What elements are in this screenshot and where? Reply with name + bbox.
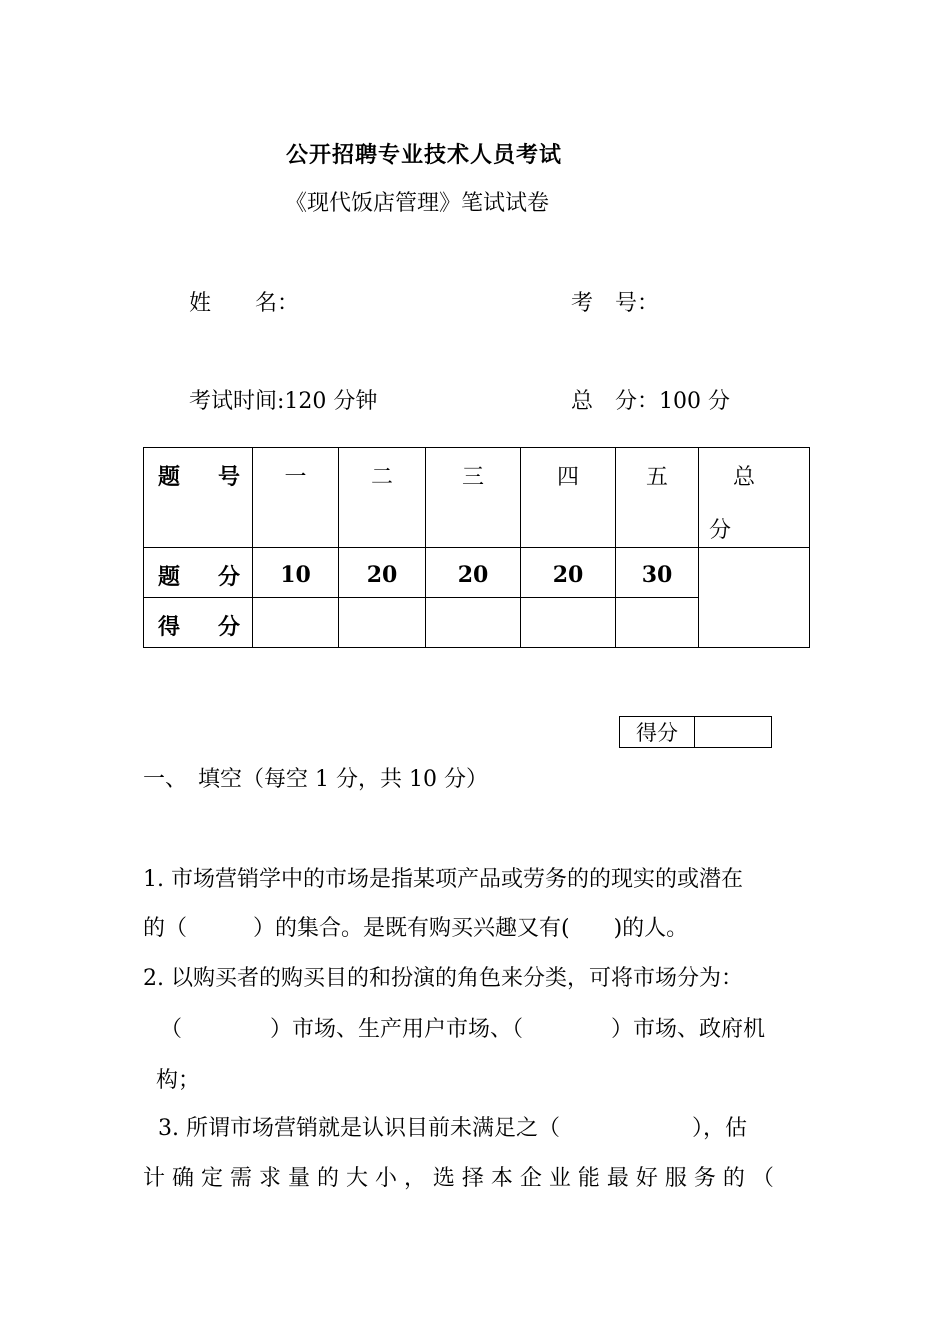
column-1-header: 一	[253, 448, 339, 548]
question-2-line-2: （ ）市场、生产用户市场、（ ）市场、政府机	[160, 1017, 766, 1042]
points-row-label	[144, 548, 253, 598]
header-row-label-char-2: 号	[217, 464, 240, 490]
earned-row-label-char-1: 得	[158, 614, 181, 640]
points-3: 20	[426, 548, 521, 598]
points-row-label-char-1: 题	[158, 564, 181, 590]
section-heading: 一、 填空（每空 1 分，共 10 分）	[143, 767, 488, 792]
column-4-header: 四	[521, 448, 616, 548]
question-3-line-1: 3. 所谓市场营销就是认识目前未满足之（ ），估	[158, 1116, 747, 1141]
question-2-line-3: 构；	[156, 1068, 201, 1093]
earned-row-label	[144, 598, 253, 648]
section-score-box	[619, 716, 772, 748]
total-score-label: 总 分：100 分	[571, 389, 730, 414]
earned-cell-1[interactable]	[253, 598, 339, 648]
column-3-header: 三	[426, 448, 521, 548]
points-row-label-char-2: 分	[217, 564, 240, 590]
total-column-header	[699, 448, 810, 548]
column-5-header: 五	[616, 448, 699, 548]
section-score-input[interactable]	[695, 717, 772, 748]
earned-row-label-char-2: 分	[217, 614, 240, 640]
exam-time-label: 考试时间:120 分钟	[189, 389, 378, 414]
points-5: 30	[616, 548, 699, 598]
total-label-2: 分	[709, 518, 732, 543]
question-1-line-2: 的（ ）的集合。是既有购买兴趣又有( )的人。	[143, 916, 689, 941]
total-score-cell[interactable]	[699, 548, 810, 648]
header-row-label	[144, 448, 253, 548]
header-row-label-char-1: 题	[158, 464, 181, 490]
exam-subtitle: 《现代饭店管理》笔试试卷	[285, 191, 550, 216]
section-score-label: 得分	[620, 717, 695, 748]
earned-cell-5[interactable]	[616, 598, 699, 648]
question-1-line-1: 1. 市场营销学中的市场是指某项产品或劳务的的现实的或潜在	[143, 867, 743, 892]
exam-id-label: 考 号：	[571, 291, 660, 316]
name-label: 姓 名：	[189, 291, 300, 316]
points-1: 10	[253, 548, 339, 598]
points-2: 20	[339, 548, 426, 598]
earned-cell-3[interactable]	[426, 598, 521, 648]
question-3-line-2: 计 确 定 需 求 量 的 大 小 ， 选 择 本 企 业 能 最 好 服 务 的 （	[143, 1166, 774, 1191]
total-label-1: 总	[733, 465, 756, 490]
exam-title: 公开招聘专业技术人员考试	[286, 142, 563, 168]
earned-cell-2[interactable]	[339, 598, 426, 648]
earned-cell-4[interactable]	[521, 598, 616, 648]
column-2-header: 二	[339, 448, 426, 548]
score-table	[143, 447, 810, 648]
question-2-line-1: 2. 以购买者的购买目的和扮演的角色来分类，可将市场分为：	[143, 966, 743, 991]
points-4: 20	[521, 548, 616, 598]
